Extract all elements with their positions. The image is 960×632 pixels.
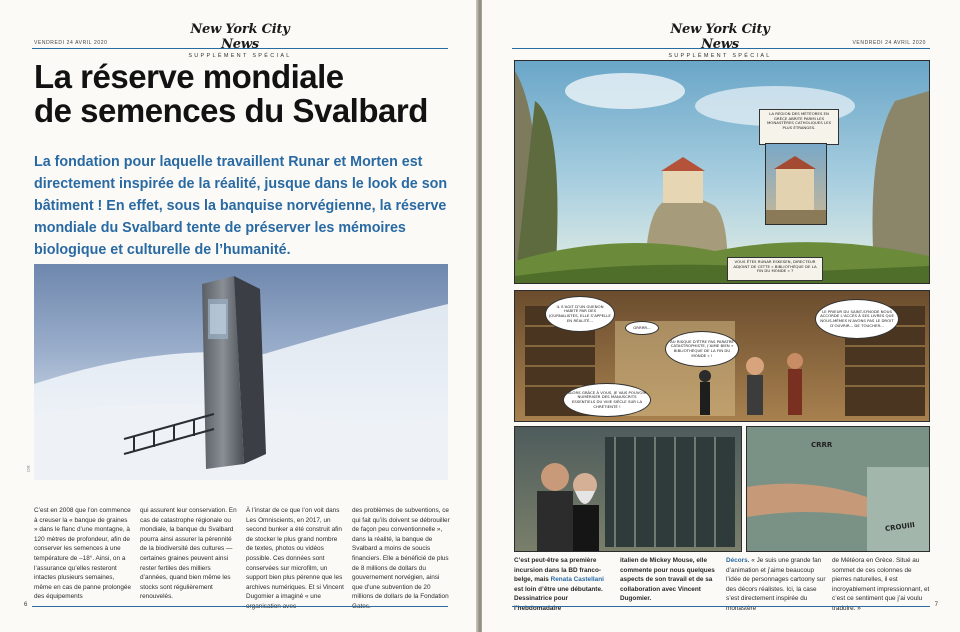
caption-box-1: LA RÉGION DES MÉTÉORES EN GRÈCE ABRITE PARMI LES MONASTÈRES CATHOLIQUES LES PLUS ÉTRANGES. xyxy=(759,109,839,145)
title-line-2: de semences du Svalbard xyxy=(34,92,428,129)
monastery-scene xyxy=(515,61,929,283)
caption-box-2: VOUS ÊTES RUNAR ESKESEN, DIRECTEUR ADJOINT DE CETTE « BIBLIOTHÈQUE DE LA FIN DU MONDE » ? xyxy=(727,257,823,281)
masthead-logo: New York City News xyxy=(670,22,770,52)
sound-effect-1: CRRR xyxy=(811,441,833,449)
comic-panel-monk xyxy=(514,426,742,552)
page-number: 7 xyxy=(934,602,938,608)
sound-effect-2: CROUIII xyxy=(884,520,916,534)
masthead xyxy=(170,22,310,59)
speech-bubble-5: ALORS GRÂCE À VOUS, JE VAIS POUVOIR NUMÉRISER DES MANUSCRITS ESSENTIELS DU VIIIE SIÈCLE SUR LA CHRÉTIENTÉ ! xyxy=(563,383,651,417)
header-rule xyxy=(512,48,930,49)
column-1: C’est en 2008 que l’on commence à creuser la « banque de graines » dans le flanc d’une montagne, à 120 mètres de profondeur, afin de conserver les semences à une température de –18°. Ainsi, on a l’assurance qu’elles resteront intactes plusieurs semaines, même en cas de panne prolongée des équipements xyxy=(34,507,131,601)
speech-bubble-2: GRRRR... xyxy=(625,321,659,335)
seed-vault-photo xyxy=(34,264,448,480)
column-1 xyxy=(514,556,614,614)
monk-scene xyxy=(515,427,741,551)
column-1-tail: est loin d’être une débutante. Dessinatrice pour l’hebdomadaire xyxy=(514,585,603,612)
masthead-logo: New York City News xyxy=(190,22,290,52)
speech-bubble-3: AU RISQUE D’ÊTRE PAS PARATRE CATASTROPHISTE, J’AIME BIEN « BIBLIOTHÈQUE DE LA FIN DU MONDE » ! xyxy=(665,331,739,367)
column-3: À l’instar de ce que l’on voit dans Les Omniscients, en 2017, un second bunker a été construit afin de stocker le plus grand nombre de textes, photos ou vidéos possible. Ces données sont conservées sur microfilm, un support bien plus pérenne que les archives numériques. Et si Vincent Dugomier a imaginé « une organisation avec xyxy=(246,507,344,610)
left-page xyxy=(0,0,478,632)
dateline: VENDREDI 24 AVRIL 2020 xyxy=(852,40,926,46)
column-3 xyxy=(726,556,826,614)
header-rule xyxy=(32,48,448,49)
seed-vault-illustration xyxy=(34,264,448,480)
comic-panel-library xyxy=(514,290,930,422)
comic-panel-monastery xyxy=(514,60,930,284)
masthead-subtitle: SUPPLÉMENT SPÉCIAL xyxy=(188,53,292,59)
artist-name: Renata Castellani xyxy=(550,576,604,584)
column-2: italien de Mickey Mouse, elle commente pour nous quelques aspects de son travail et de sa collaboration avec Vincent Dugomier. xyxy=(620,557,715,603)
column-4: des problèmes de subventions, ce qui fait qu’ils doivent se débrouiller de façon peu conventionnelle », dans la réalité, la banque de Svalbard a moins de soucis financiers. Elle a bénéficié de plus de 8 millions de dollars du gouvernement norvégien, ainsi que d’une subvention de 20 millions de dollars de la Fondation Gates. xyxy=(352,507,450,610)
footer-rule xyxy=(512,606,930,607)
speech-bubble-1: IL S’AGIT D’UN GUENON HABITÉ PAR DES JOURNALISTES, ELLE S’APPELLE EN RÉALITÉ... xyxy=(545,296,615,332)
inset-building xyxy=(766,144,826,224)
masthead-subtitle: SUPPLÉMENT SPÉCIAL xyxy=(668,53,772,59)
article-lede: La fondation pour laquelle travaillent Runar et Morten est directement inspirée de la réalité, jusque dans le look de son bâtiment ! En effet, sous la banquise norvégienne, la réserve mondiale du Svalbard tente de préserver les mémoires biologique et culturelle de l’humanité. xyxy=(34,154,448,258)
comic-inset-panel xyxy=(765,143,827,225)
comic-page xyxy=(514,60,928,550)
column-4: de Météora en Grèce. Situé au sommet de ces colonnes de pierres naturelles, il est incroyablement impressionnant, et c’est ce sentiment que j’ai voulu traduire. » xyxy=(832,557,930,612)
dateline: VENDREDI 24 AVRIL 2020 xyxy=(34,40,108,46)
column-2: qui assurent leur conservation. En cas de catastrophe régionale ou mondiale, la banque du Svalbard pourra ainsi assurer la pérennité de la biodiversité des cultures — certaines graines peuvent ainsi rester fertiles des milliers d’années, quand bien même les stocks sont régulièrement renouvelés. xyxy=(140,507,237,601)
article-title xyxy=(34,60,464,128)
footer-rule xyxy=(32,606,448,607)
photo-credit: DR xyxy=(25,465,31,472)
right-page xyxy=(482,0,960,632)
section-label-decors: Décors. xyxy=(726,557,752,564)
column-1-lead: C’est peut-être sa première incursion dans la BD franco-belge, mais xyxy=(514,557,601,584)
page-number: 6 xyxy=(24,602,28,608)
speech-bubble-4: LE PRIEUR DU SAINT-SYNODE NOUS ACCORDE L’ACCÈS À SES LIVRES QUE NOUS-MÊMES N’AVONS PAS LE DROIT D’OUVRIR... DE TOUCHER... xyxy=(815,299,899,339)
title-line-1: La réserve mondiale xyxy=(34,58,344,95)
column-3-text: « Je suis une grande fan d’animation et j’aime beaucoup l’idée de personnages cartoony sur des décors réalistes. Ici, la case s’est directement inspirée du monastère xyxy=(726,557,826,612)
door-scene xyxy=(747,427,929,551)
masthead xyxy=(650,22,790,59)
comic-panel-door xyxy=(746,426,930,552)
